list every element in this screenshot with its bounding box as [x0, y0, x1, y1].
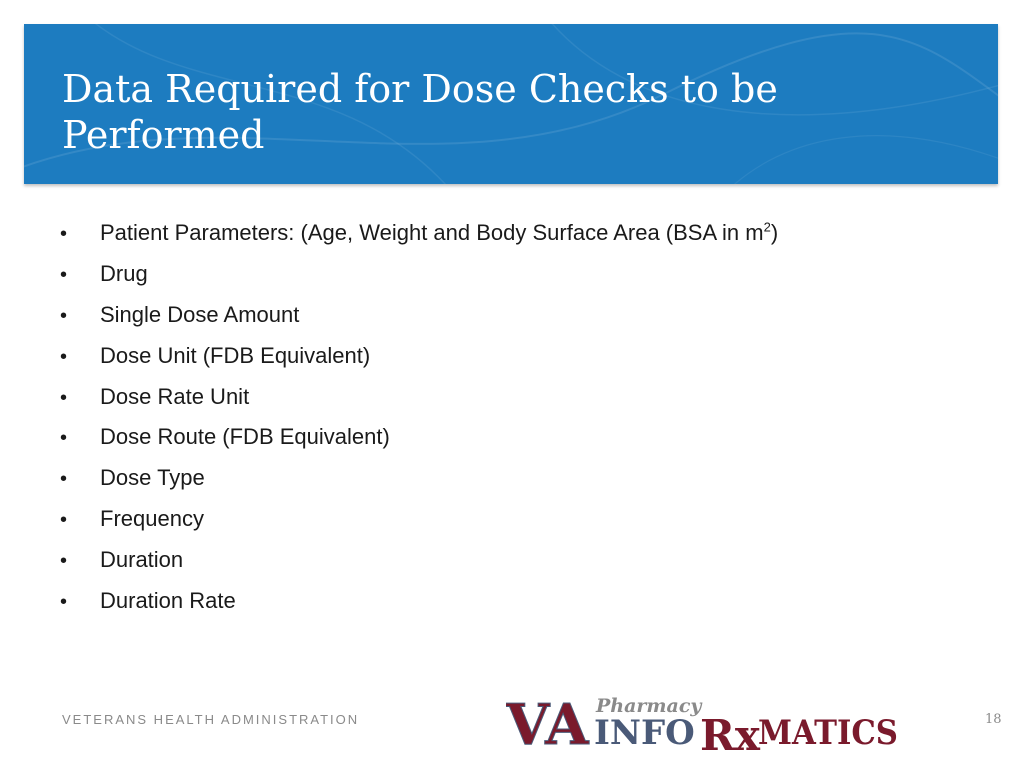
bullet-icon: • [60, 345, 68, 368]
bullet-item-frequency [60, 506, 960, 547]
bullet-item-duration-rate [60, 588, 960, 629]
bullet-text: Dose Type [100, 465, 205, 491]
bullet-item-dose-rate-unit [60, 384, 960, 425]
bullet-icon: • [60, 427, 68, 450]
bullet-text: Dose Unit (FDB Equivalent) [100, 342, 371, 368]
bullet-icon: • [60, 591, 68, 614]
bullet-icon: • [60, 550, 68, 573]
logo-info: INFO [594, 713, 695, 753]
bullet-text: Frequency [100, 506, 204, 532]
va-pharmacy-informatics-logo [506, 690, 900, 754]
bullet-icon: • [60, 386, 68, 409]
logo-va: VA [506, 692, 589, 754]
bullet-item-patient-parameters [60, 220, 960, 261]
bullet-item-dose-route [60, 424, 960, 465]
bullet-text: Duration [100, 547, 184, 573]
slide-title: Data Required for Dose Checks to be Performed [62, 67, 778, 157]
bullet-text-main: Patient Parameters: (Age, Weight and Body Surface Area (BSA in m [100, 220, 764, 245]
bullet-text: Single Dose Amount [100, 301, 300, 327]
bullet-item-dose-unit [60, 343, 960, 384]
bullet-item-duration [60, 547, 960, 588]
bullet-icon: • [60, 263, 68, 286]
logo-pharmacy: Pharmacy [596, 695, 702, 717]
bullet-item-drug [60, 261, 960, 302]
bullet-text: Duration Rate [100, 588, 236, 614]
bullet-list [60, 220, 960, 629]
bullet-icon: • [60, 509, 68, 532]
bullet-text: Dose Rate Unit [100, 383, 250, 409]
bullet-text: Dose Route (FDB Equivalent) [100, 424, 390, 450]
bullet-text-suffix: ) [770, 220, 779, 245]
title-banner [24, 24, 998, 184]
logo-rx: Rx [700, 711, 760, 754]
bullet-icon: • [60, 223, 68, 245]
logo-matics: MATICS [758, 713, 898, 753]
footer-organization: VETERANS HEALTH ADMINISTRATION [62, 712, 360, 727]
bullet-item-dose-type [60, 465, 960, 506]
bullet-icon: • [60, 468, 68, 491]
page-number: 18 [985, 712, 1002, 727]
bullet-text [100, 220, 778, 246]
superscript-exponent: 2 [763, 219, 771, 235]
bullet-text: Drug [100, 260, 148, 286]
bullet-item-single-dose-amount [60, 302, 960, 343]
bullet-icon: • [60, 304, 68, 327]
